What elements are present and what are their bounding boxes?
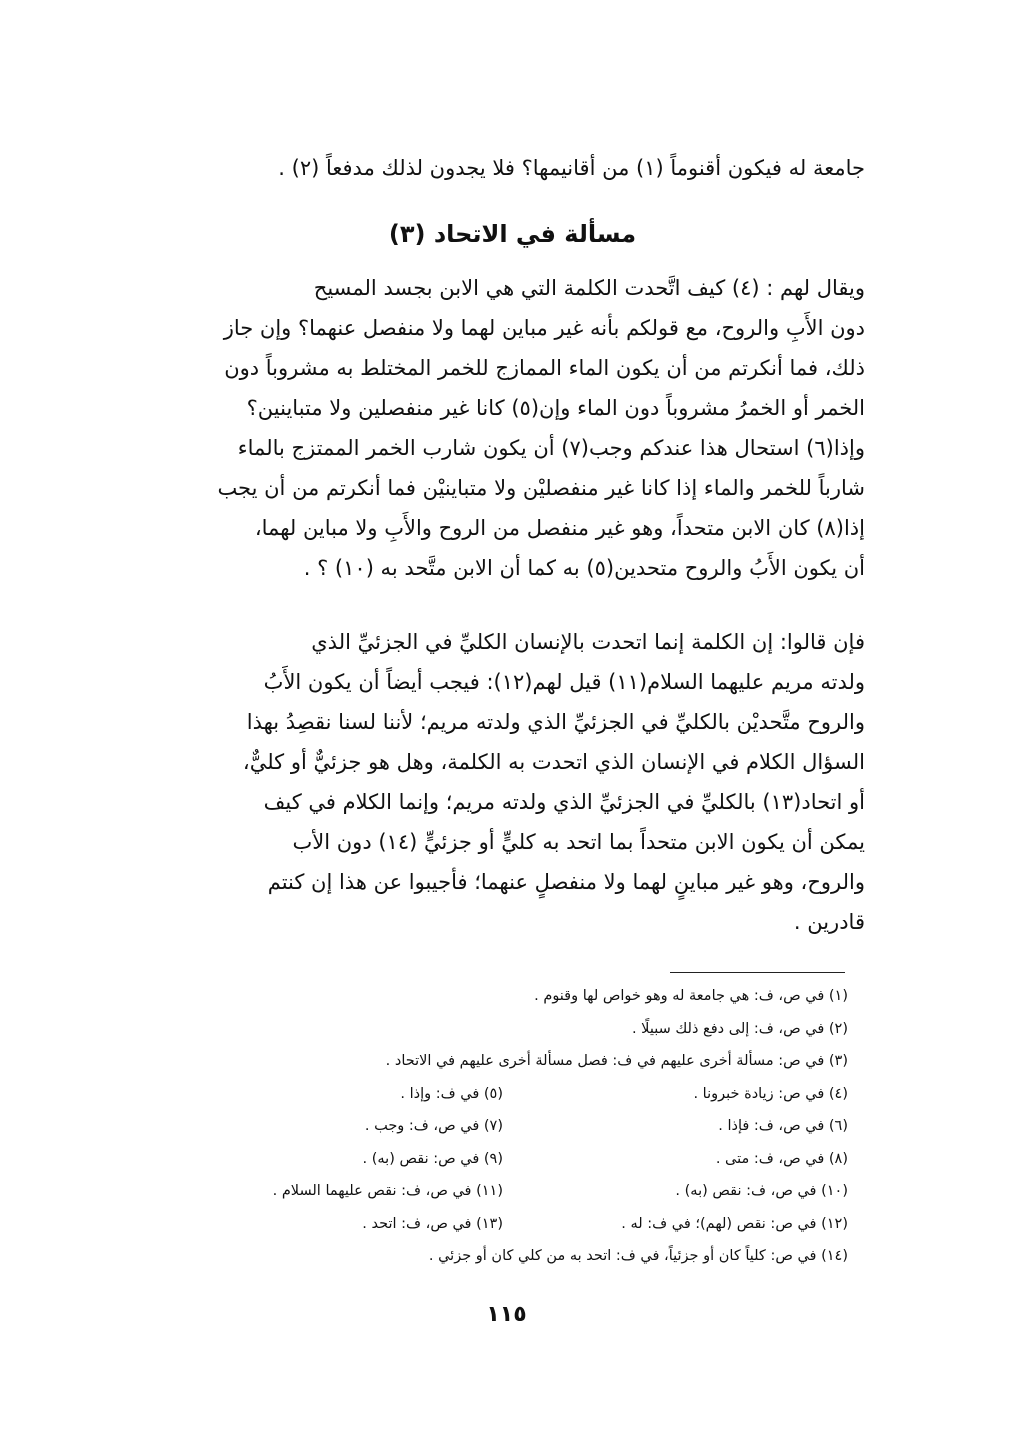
page-number: ١١٥ (486, 1302, 527, 1327)
footnote: (١٠) في ص، ف: نقص (به) . (675, 1183, 848, 1199)
text-line: الخمر أو الخمرُ مشروباً دون الماء وإن(٥) كانا غير منفصلين ولا متباينين؟ (246, 396, 865, 420)
paragraph-2 (160, 622, 865, 942)
text-line: دون الأَبِ والروح، مع قولكم بأنه غير مباين لهما ولا منفصل عنهما؟ وإن جاز (223, 316, 865, 340)
paragraph-1 (160, 268, 865, 588)
footnotes (200, 980, 848, 1273)
text-line: فإن قالوا: إن الكلمة إنما اتحدت بالإنسان الكليِّ في الجزئيِّ الذي (311, 630, 865, 654)
text-line: أن يكون الأَبُ والروح متحدين(٥) به كما أن الابن متَّحد به (١٠) ؟ . (303, 556, 865, 580)
continued-text-line (160, 148, 865, 188)
text-line: السؤال الكلام في الإنسان الذي اتحدت به الكلمة، وهل هو جزئيٌّ أو كليٌّ، (242, 750, 865, 774)
text-line: ويقال لهم : (٤) كيف اتَّحدت الكلمة التي هي الابن بجسد المسيح (313, 276, 865, 300)
footnote-row (200, 1110, 848, 1143)
footnote-row (200, 1208, 848, 1241)
text-line: ولدته مريم عليهما السلام(١١) قيل لهم(١٢): فيجب أيضاً أن يكون الأَبُ (263, 670, 865, 694)
text-line: يمكن أن يكون الابن متحداً بما اتحد به كليٍّ أو جزئيٍّ (١٤) دون الأب (292, 830, 865, 854)
footnote: (٧) في ص، ف: وجب . (364, 1118, 503, 1134)
footnote-row (200, 1078, 848, 1111)
footnote: (٨) في ص، ف: متى . (715, 1150, 848, 1167)
text-line: ذلك، فما أنكرتم من أن يكون الماء الممازج للخمر المختلط به مشروباً دون (224, 356, 865, 380)
text-line: أو اتحاد(١٣) بالكليِّ في الجزئيِّ الذي ولدته مريم؛ وإنما الكلام في كيف (263, 790, 865, 814)
footnote-divider (670, 972, 845, 973)
text-line: والروح، وهو غير مباينٍ لهما ولا منفصلٍ عنهما؛ فأجيبوا عن هذا إن كنتم (267, 870, 865, 894)
footnote: (١١) في ص، ف: نقص عليهما السلام . (272, 1183, 503, 1199)
footnote: (٩) في ص: نقص (به) . (362, 1150, 503, 1167)
footnote: (٤) في ص: زيادة خبرونا . (693, 1085, 848, 1102)
footnote: (٥) في ف: وإذا . (400, 1085, 503, 1102)
text-line: والروح متَّحديْن بالكليِّ في الجزئيِّ الذي ولدته مريم؛ لأننا لسنا نقصِدُ بهذا (246, 710, 865, 734)
section-heading: مسألة في الاتحاد (٣) (388, 220, 637, 248)
footnote-row (200, 1175, 848, 1208)
footnote: (١٢) في ص: نقص (لهم)؛ في ف: له . (621, 1215, 848, 1232)
footnote: (١) في ص، ف: هي جامعة له وهو خواص لها وقنوم . (534, 988, 848, 1004)
text-line: وإذا(٦) استحال هذا عندكم وجب(٧) أن يكون شارب الخمر الممتزج بالماء (237, 436, 865, 460)
footnote: (٣) في ص: مسألة أخرى عليهم في ف: فصل مسألة أخرى عليهم في الاتحاد . (385, 1053, 848, 1069)
text-line: جامعة له فيكون أقنوماً (١) من أقانيمها؟ فلا يجدون لذلك مدفعاً (٢) . (278, 156, 865, 180)
footnote: (١٤) في ص: كلياً كان أو جزئياً، في ف: اتحد به من كلي كان أو جزئي . (428, 1248, 848, 1264)
text-line: شارباً للخمر والماء إذا كانا غير منفصليْن ولا متباينيْن فما أنكرتم من أن يجب (217, 476, 865, 500)
text-line: إذا(٨) كان الابن متحداً، وهو غير منفصل من الروح والأَبِ ولا مباين لهما، (254, 516, 865, 540)
footnote-row (200, 1143, 848, 1176)
footnote: (٢) في ص، ف: إلى دفع ذلك سبيلًا . (631, 1020, 848, 1037)
text-line: قادرين . (793, 910, 865, 934)
footnote: (١٣) في ص، ف: اتحد . (362, 1215, 503, 1232)
footnote: (٦) في ص، ف: فإذا . (718, 1118, 848, 1134)
